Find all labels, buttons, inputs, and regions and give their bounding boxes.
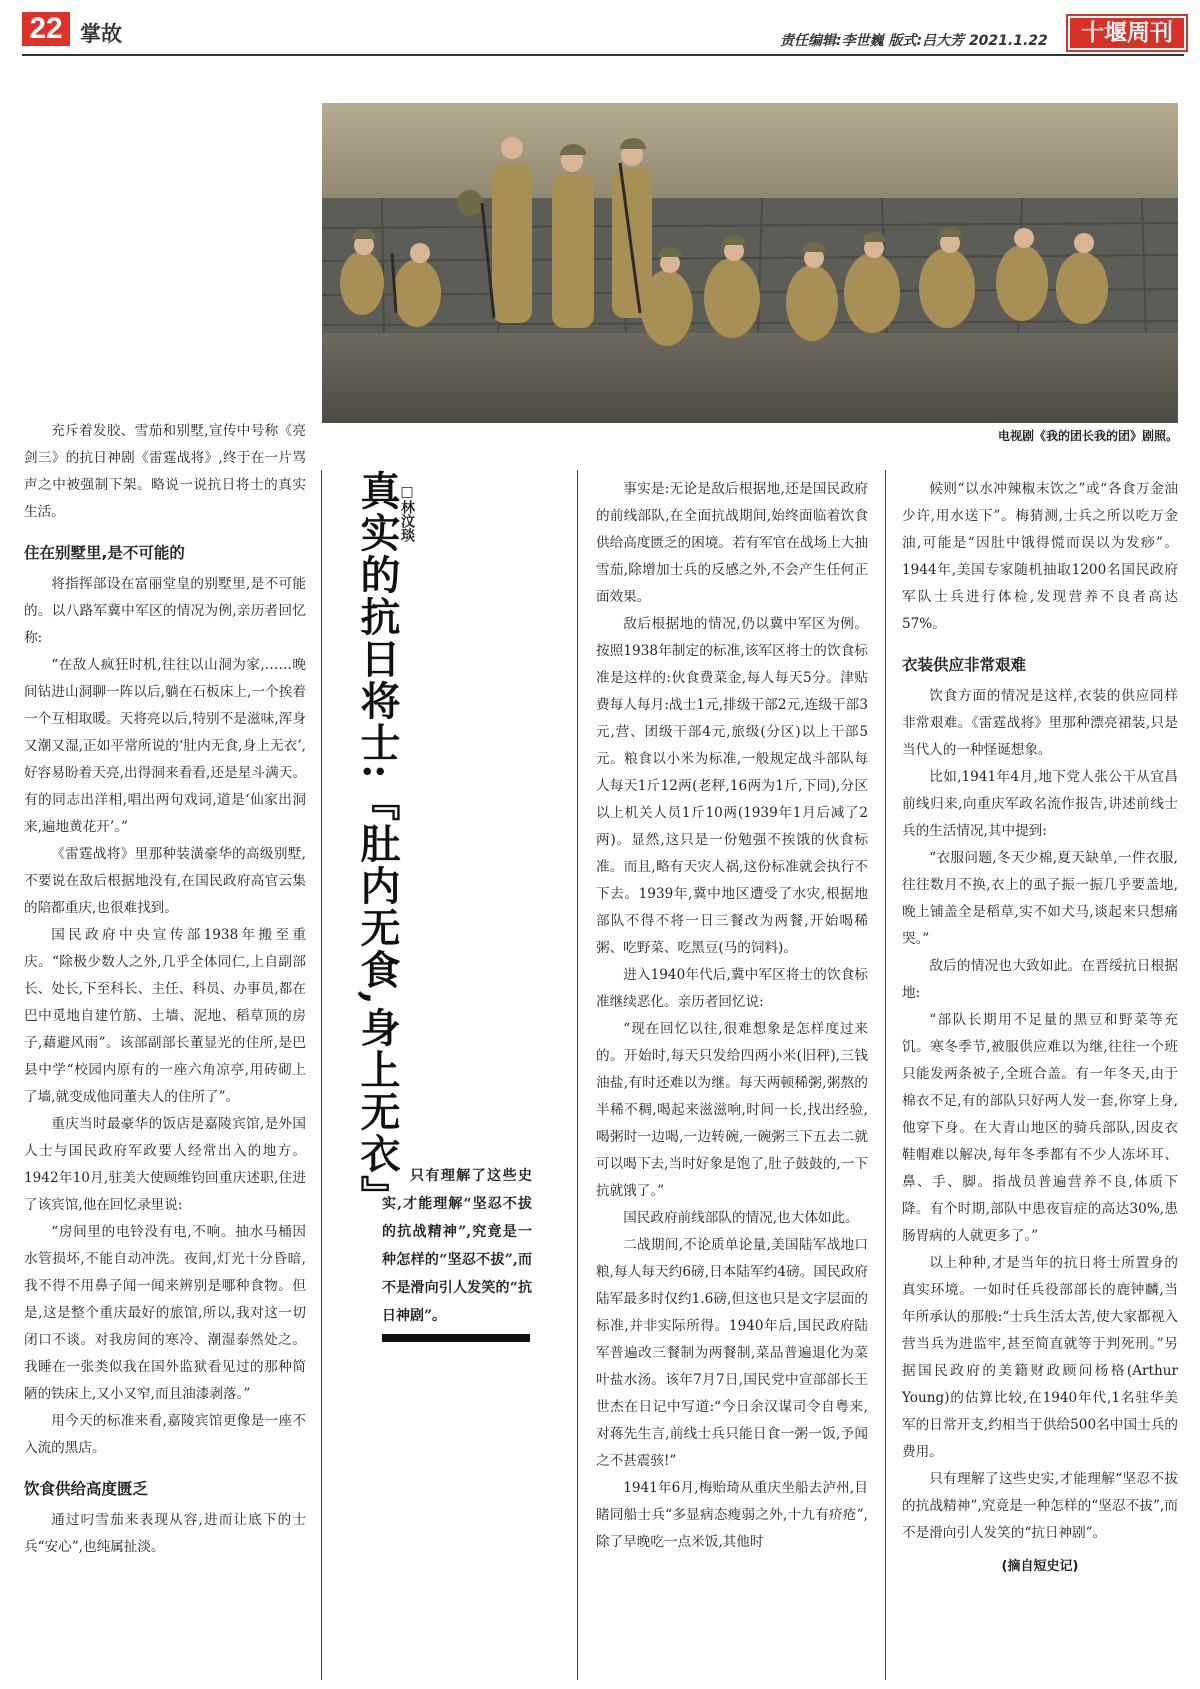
paragraph: 重庆当时最豪华的饭店是嘉陵宾馆,是外国人士与国民政府军政要人经常出入的地方。1942年10月,驻美大使顾维钧回重庆述职,住进了该宾馆,他在回忆录里说: bbox=[24, 1116, 306, 1213]
source-credit: (摘自短史记) bbox=[1001, 1559, 1079, 1574]
paragraph: 将指挥部设在富丽堂皇的别墅里,是不可能的。以八路军冀中军区的情况为例,亲历者回忆称: bbox=[24, 576, 306, 646]
paragraph: 1941年6月,梅贻琦从重庆坐船去泸州,目睹同船士兵“多显病态瘦弱之外,十九有疥疮”,除了早晚吃一点米饭,其他时 bbox=[596, 1480, 868, 1550]
drama-still-photo bbox=[322, 103, 1178, 423]
article-title: 真实的抗日将士:『肚内无食,身上无衣』 bbox=[354, 470, 401, 1217]
subheading: 住在别墅里,是不可能的 bbox=[24, 544, 185, 562]
pull-quote bbox=[382, 1162, 532, 1330]
paragraph: 进入1940年代后,冀中军区将士的饮食标准继续恶化。亲历者回忆说: bbox=[596, 967, 868, 1010]
paragraph: 《雷霆战将》里那种装潢豪华的高级别墅,不要说在敌后根据地没有,在国民政府高官云集的陪都重庆,也很难找到。 bbox=[24, 846, 306, 916]
paragraph: 事实是:无论是敌后根据地,还是国民政府的前线部队,在全面抗战期间,始终面临着饮食供给高度匮乏的困境。若有军官在战场上大抽雪茄,除增加士兵的反感之外,不会产生任何正面效果。 bbox=[596, 481, 868, 605]
article-column-1 bbox=[24, 418, 306, 1561]
paragraph: 二战期间,不论质单论量,美国陆军战地口粮,每人每天约6磅,日本陆军约4磅。国民政府陆军最多时仅约1.6磅,但这也只是文字层面的标准,并非实际所得。1940年后,国民政府陆军普遍改三餐制为两餐制,菜品普遍退化为菜叶盐水汤。该年7月7日,国民党中宣部部长王世杰在日记中写道:“今日余汉谋司令自粤来,对蒋先生言,前线士兵只能日食一粥一饭,予闻之不甚震骇!” bbox=[596, 1237, 868, 1469]
column-divider bbox=[885, 470, 886, 1680]
article-column-3 bbox=[596, 476, 868, 1556]
section-title: 掌故 bbox=[80, 22, 122, 46]
page-number: 22 bbox=[22, 12, 70, 46]
editors-line: 责任编辑:李世巍 版式:吕大芳 2021.1.22 bbox=[780, 33, 1048, 49]
paragraph: 通过叼雪茄来表现从容,进而让底下的士兵“安心”,也纯属扯淡。 bbox=[24, 1512, 306, 1555]
subheading: 衣装供应非常艰难 bbox=[902, 656, 1027, 674]
header-rule bbox=[22, 54, 1184, 56]
paragraph: 用今天的标准来看,嘉陵宾馆更像是一座不入流的黑店。 bbox=[24, 1413, 306, 1456]
masthead-logo: 十堰周刊 bbox=[1066, 14, 1188, 52]
paragraph: “房间里的电铃没有电,不响。抽水马桶因水管损坏,不能自动冲洗。夜间,灯光十分昏暗,我不得不用鼻子闻一闻来辨别是哪种食物。但是,这是整个重庆最好的旅馆,所以,我对这一切闭口不谈。对我房间的寒冷、潮湿泰然处之。我睡在一张类似我在国外监狱看见过的那种简陋的铁床上,又小又窄,而且油漆剥落。” bbox=[24, 1224, 306, 1402]
paragraph: “现在回忆以往,很难想象是怎样度过来的。开始时,每天只发给四两小米(旧秤),三钱油盐,有时还难以为继。每天两顿稀粥,粥熬的半稀不稠,喝起来滋滋响,时间一长,找出经验,喝粥时一边喝,一边转碗,一碗粥三下五去二就可以喝下去,当时好象是饱了,肚子鼓鼓的,一下抗就饿了。” bbox=[596, 1021, 868, 1199]
paragraph: 国民政府中央宣传部1938年搬至重庆。“除极少数人之外,几乎全体同仁,上自副部长、处长,下至科长、主任、科员、办事员,都在巴中觅地自建竹筋、土墙、泥地、稻草顶的房子,藉避风雨”。该部副部长董显光的住所,是巴县中学“校园内原有的一座六角凉亭,用砖砌上了墙,就变成他同董夫人的住所了”。 bbox=[24, 927, 306, 1105]
column-divider bbox=[321, 470, 322, 1680]
paragraph: “衣服问题,冬天少棉,夏天缺单,一件衣服,往往数月不换,衣上的虱子振一振几乎要盖地,晚上铺盖全是稻草,实不如犬马,谈起来只想痛哭。” bbox=[902, 850, 1178, 947]
subheading: 饮食供给高度匮乏 bbox=[24, 1480, 149, 1498]
photo-caption: 电视剧《我的团长我的团》剧照。 bbox=[997, 429, 1178, 443]
paragraph: 比如,1941年4月,地下党人张公干从宜昌前线归来,向重庆军政名流作报告,讲述前线士兵的生活情况,其中提到: bbox=[902, 769, 1178, 839]
author-byline: □林汶琰 bbox=[399, 484, 415, 542]
photo-illustration bbox=[322, 103, 1178, 423]
paragraph: “部队长期用不足量的黑豆和野菜等充饥。寒冬季节,被服供应难以为继,往往一个班只能发两条被子,全班合盖。有一年冬天,由于棉衣不足,有的部队只好两人发一套,你穿上身,他穿下身。在大青山地区的骑兵部队,因皮衣鞋帽难以解决,每年冬季都有不少人冻坏耳、鼻、手、脚。指战员普遍营养不良,体质下降。有个时期,部队中患夜盲症的高达30%,患肠胃病的人就更多了。” bbox=[902, 1012, 1178, 1244]
paragraph: 国民政府前线部队的情况,也大体如此。 bbox=[623, 1210, 859, 1226]
paragraph: 候则“以水冲辣椒末饮之”或“各食万金油少许,用水送下”。梅猜测,士兵之所以吃万金油,可能是“因肚中饿得慌而误以为发痧”。1944年,美国专家随机抽取1200名国民政府军队士兵进行体检,发现营养不良者高达57%。 bbox=[902, 481, 1178, 632]
paragraph: 只有理解了这些史实,才能理解“坚忍不拔的抗战精神”,究竟是一种怎样的“坚忍不拔”,而不是滑向引人发笑的“抗日神剧”。 bbox=[902, 1471, 1178, 1541]
pull-quote-bar bbox=[382, 1334, 530, 1342]
paragraph: “在敌人疯狂时机,往往以山洞为家,……晚间钻进山洞聊一阵以后,躺在石板床上,一个挨着一个互相取暖。天将亮以后,特别不是滋味,浑身又潮又湿,正如平常所说的‘肚内无食,身上无衣’,好容易盼着天亮,出得洞来看看,还是星斗满天。有的同志出洋相,唱出两句戏词,道是‘仙家出洞来,遍地黄花开’。” bbox=[24, 657, 306, 835]
article-column-4 bbox=[902, 476, 1178, 1580]
paragraph: 充斥着发胶、雪茄和别墅,宣传中号称《亮剑三》的抗日神剧《雷霆战将》,终于在一片骂声之中被强制下架。略说一说抗日将士的真实生活。 bbox=[24, 423, 306, 520]
column-divider bbox=[577, 470, 578, 1680]
pull-quote-text: 只有理解了这些史实,才能理解“坚忍不拔的抗战精神”,究竟是一种怎样的“坚忍不拔”,而不是滑向引人发笑的“抗日神剧”。 bbox=[382, 1168, 532, 1324]
paragraph: 敌后根据地的情况,仍以冀中军区为例。按照1938年制定的标准,该军区将士的饮食标准是这样的:伙食费菜金,每人每天5分。津贴费每人每月:战士1元,排级干部2元,连级干部3元,营、团级干部4元,旅级(分区)以上干部5元。粮食以小米为标准,一般规定战斗部队每人每天1斤12两(老秤,16两为1斤,下同),分区以上机关人员1斤10两(1939年1月后减了2两)。显然,这只是一份勉强不挨饿的伙食标准。而且,略有天灾人祸,这份标准就会执行不下去。1939年,冀中地区遭受了水灾,根据地部队不得不将一日三餐改为两餐,开始喝稀粥、吃野菜、吃黑豆(马的饲料)。 bbox=[596, 616, 868, 956]
paragraph: 以上种种,才是当年的抗日将士所置身的真实环境。一如时任兵役部部长的鹿钟麟,当年所承认的那般:“士兵生活太苦,使大家都视入营当兵为进监牢,甚至简直就等于判死刑。”另据国民政府的美籍财政顾问杨格(Arthur Young)的估算比较,在1940年代,1名驻华美军的日常开支,约相当于供给500名中国士兵的费用。 bbox=[902, 1255, 1178, 1460]
paragraph: 敌后的情况也大致如此。在晋绥抗日根据地: bbox=[902, 958, 1178, 1001]
paragraph: 饮食方面的情况是这样,衣装的供应同样非常艰难。《雷霆战将》里那种漂亮裙装,只是当代人的一种怪诞想象。 bbox=[902, 688, 1178, 758]
